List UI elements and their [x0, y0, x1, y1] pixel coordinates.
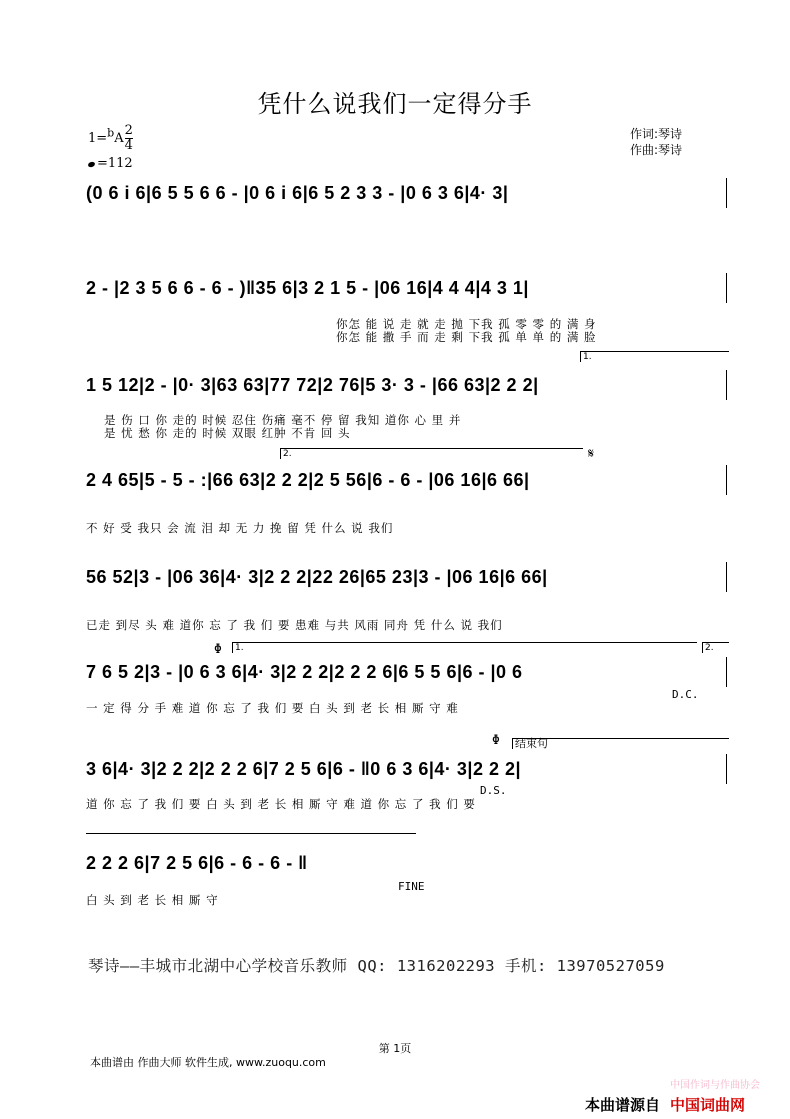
notation-system-7: 3 6|4· 3|2 2 2|2 2 2 6|7 2 5 6|6 - ‖0 6 3 6|4· 3|2 2 2|: [86, 758, 522, 779]
tempo-marking: [88, 156, 133, 171]
time-numerator: 2: [124, 123, 133, 138]
generated-by: 本曲谱由 作曲大师 软件生成, www.zuoqu.com: [90, 1056, 326, 1069]
contact-footer: 琴诗——丰城市北湖中心学校音乐教师 QQ: 1316202293 手机: 13970527059: [88, 957, 665, 975]
lyric-line: 是 忧 愁 你 走的 时候 双眼 红肿 不肯 回 头: [104, 426, 351, 439]
fine-mark: FINE: [398, 880, 425, 893]
key-note: A: [114, 131, 124, 146]
key-signature: [88, 124, 133, 153]
volta-2: 2.: [280, 448, 583, 459]
source-brand-link[interactable]: 中国词曲网: [670, 1096, 746, 1114]
page-number: 第 1页: [378, 1042, 412, 1055]
time-signature: [125, 124, 133, 153]
coda-icon: Φ: [492, 733, 500, 748]
composer: 作曲:琴诗: [630, 143, 683, 157]
coda-icon: Φ: [214, 642, 222, 657]
lyric-line: 不 好 受 我只 会 流 泪 却 无 力 挽 留 凭 什么 说 我们: [86, 521, 394, 534]
system-end-bar: [726, 273, 727, 303]
lyric-line: 道 你 忘 了 我 们 要 白 头 到 老 长 相 厮 守 难 道 你 忘 了 我 们 要: [86, 797, 476, 810]
ending-label-text: 结束句: [515, 737, 548, 750]
key-prefix: 1=: [88, 131, 108, 146]
notation-system-1: (0 6 i 6|6 5 5 6 6 - |0 6 i 6|6 5 2 3 3 - |0 6 3 6|4· 3|: [86, 182, 509, 203]
system-end-bar: [726, 562, 727, 592]
notation-system-6: 7 6 5 2|3 - |0 6 3 6|4· 3|2 2 2|2 2 2 6|6 5 5 6|6 - |0 6: [86, 661, 523, 682]
volta-1: 1.: [580, 351, 729, 362]
ending-label: [512, 738, 729, 749]
lyric-line: 你怎 能 说 走 就 走 抛 下我 孤 零 零 的 满 身: [336, 317, 597, 330]
lyric-line: 你怎 能 撒 手 而 走 剩 下我 孤 单 单 的 满 脸: [336, 330, 597, 343]
quarter-note-icon: [87, 161, 95, 168]
watermark-logo: 中国作词与作曲协会: [670, 1080, 760, 1091]
ending-bracket: [86, 833, 416, 834]
time-denominator: 4: [124, 138, 133, 153]
tempo-value: =112: [97, 156, 133, 171]
system-end-bar: [726, 178, 727, 208]
lyric-line: 白 头 到 老 长 相 厮 守: [86, 893, 219, 906]
lyric-line: 是 伤 口 你 走的 时候 忍住 伤痛 毫不 停 留 我知 道你 心 里 并: [104, 413, 462, 426]
lyric-line: 已走 到尽 头 难 道你 忘 了 我 们 要 患难 与共 风雨 同舟 凭 什么 说 我们: [86, 618, 503, 631]
credits: [630, 126, 682, 158]
system-end-bar: [726, 370, 727, 400]
system-end-bar: [726, 657, 727, 687]
notation-system-2: 2 - |2 3 5 6 6 - 6 - )‖35 6|3 2 1 5 - |06 16|4 4 4|4 3 1|: [86, 277, 529, 298]
flat-sign: b: [107, 126, 115, 140]
page-title: 凭什么说我们一定得分手: [257, 90, 533, 118]
lyric-line: 一 定 得 分 手 难 道 你 忘 了 我 们 要 白 头 到 老 长 相 厮 守 难: [86, 701, 459, 714]
volta-1: 1.: [232, 642, 697, 653]
notation-system-3: 1 5 12|2 - |0· 3|63 63|77 72|2 76|5 3· 3 - |66 63|2 2 2|: [86, 374, 539, 395]
source-label: 本曲谱源自: [585, 1096, 661, 1114]
ds-mark: D.S.: [480, 784, 507, 797]
notation-system-8: 2 2 2 6|7 2 5 6|6 - 6 - 6 - ‖: [86, 852, 308, 873]
notation-system-5: 56 52|3 - |06 36|4· 3|2 2 2|22 26|65 23|3 - |06 16|6 66|: [86, 566, 548, 587]
segno-icon: 𝄋: [588, 446, 595, 462]
lyricist: 作词:琴诗: [630, 127, 683, 141]
volta-2: 2.: [702, 642, 729, 653]
system-end-bar: [726, 465, 727, 495]
source-credit: [585, 1094, 745, 1115]
system-end-bar: [726, 754, 727, 784]
notation-system-4: 2 4 65|5 - 5 - :|66 63|2 2 2|2 5 56|6 - 6 - |06 16|6 66|: [86, 469, 530, 490]
dc-mark: D.C.: [672, 688, 699, 701]
